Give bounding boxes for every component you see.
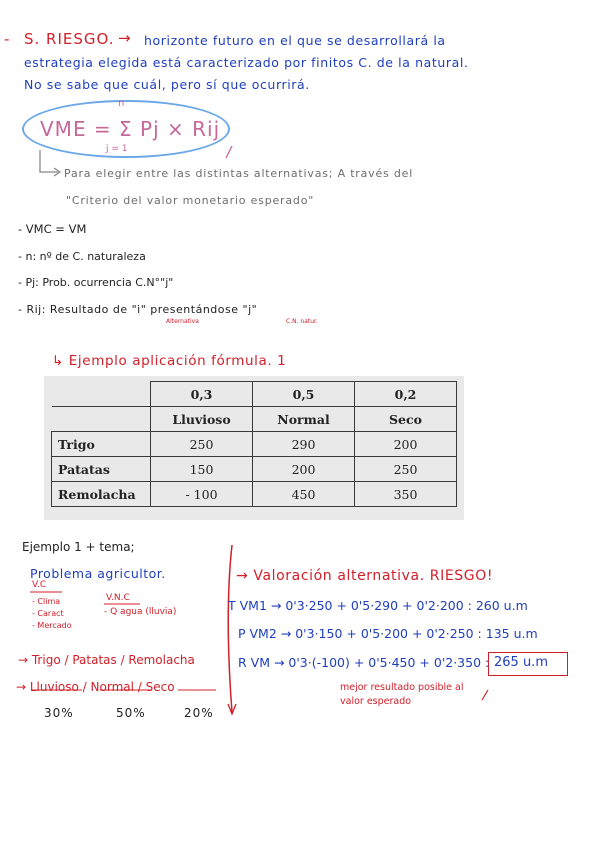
prob-cell: 0,3 [151, 382, 253, 407]
note-alternativa: Alternativa [166, 318, 199, 325]
vnc-item: - Q agua (lluvia) [104, 607, 177, 617]
valuation-title: → Valoración alternativa. RIESGO! [236, 568, 494, 584]
state-row [52, 407, 457, 432]
def-rij: - Rij: Resultado de "i" presentándose "j" [18, 303, 258, 316]
percent-lluvioso: 30% [44, 706, 74, 720]
prob-cell: 0,5 [253, 382, 355, 407]
value-cell: - 100 [151, 482, 253, 507]
value-cell: 150 [151, 457, 253, 482]
example2-subtitle: Problema agricultor. [30, 566, 166, 581]
note-cn: C.N. natur. [286, 318, 318, 325]
arrow-glyph: → [118, 29, 132, 47]
example-heading: ↳ Ejemplo aplicación fórmula. 1 [52, 353, 287, 369]
payoff-table [51, 381, 457, 507]
valuation-line-remolacha: R VM → 0'3·(-100) + 0'5·450 + 0'2·350 : [238, 655, 490, 670]
valuation-line-patatas: P VM2 → 0'3·150 + 0'5·200 + 0'2·250 : 135 u.m [238, 626, 538, 641]
result-note-2: valor esperado [340, 696, 412, 707]
row-label: Trigo [52, 432, 151, 457]
def-n: - n: nº de C. naturaleza [18, 250, 146, 263]
prob-cell: 0,2 [355, 382, 457, 407]
empty-corner-cell [52, 382, 151, 407]
value-cell: 200 [253, 457, 355, 482]
row-label: Remolacha [52, 482, 151, 507]
bullet-dash: - [4, 30, 11, 48]
term-riesgo: S. RIESGO. [24, 30, 115, 48]
example2-title: Ejemplo 1 + tema; [22, 540, 135, 554]
definition-line-1: horizonte futuro en el que se desarrollará la [144, 33, 446, 48]
formula-text: VME = Σ Pj × Rij [40, 117, 221, 141]
percent-normal: 50% [116, 706, 146, 720]
probability-row [52, 382, 457, 407]
definition-line-3: No se sabe que cuál, pero sí que ocurrirá. [24, 77, 310, 92]
crops-line: → Trigo / Patatas / Remolacha [18, 653, 195, 667]
vc-label: V.C [32, 580, 47, 590]
definition-line-2: estrategia elegida está caracterizado por finitos C. de la natural. [24, 55, 469, 70]
value-cell: 350 [355, 482, 457, 507]
def-pj: - Pj: Prob. ocurrencia C.N°"j" [18, 276, 174, 289]
state-cell: Normal [253, 407, 355, 432]
vc-item: - Caract [32, 609, 64, 618]
table-row [52, 457, 457, 482]
result-value: 265 u.m [494, 655, 548, 670]
percent-seco: 20% [184, 706, 214, 720]
result-note-1: mejor resultado posible al [340, 682, 464, 693]
note-line-1: Para elegir entre las distintas alternativas; A través del [64, 167, 414, 180]
vc-item: - Mercado [32, 621, 72, 630]
weather-line: → Lluvioso / Normal / Seco [16, 680, 175, 694]
valuation-line-trigo: T VM1 → 0'3·250 + 0'5·290 + 0'2·200 : 260 u.m [228, 598, 528, 613]
value-cell: 250 [355, 457, 457, 482]
row-label: Patatas [52, 457, 151, 482]
value-cell: 250 [151, 432, 253, 457]
vnc-label: V.N.C [106, 593, 130, 603]
sum-lower-limit: j = 1 [106, 144, 128, 154]
value-cell: 450 [253, 482, 355, 507]
def-vmc: - VMC = VM [18, 222, 87, 236]
sum-upper-limit: n [118, 98, 125, 109]
state-cell: Seco [355, 407, 457, 432]
note-line-2: "Criterio del valor monetario esperado" [66, 194, 315, 207]
value-cell: 200 [355, 432, 457, 457]
vc-item: - Clima [32, 597, 61, 606]
table-row [52, 482, 457, 507]
table-row [52, 432, 457, 457]
empty-corner-cell [52, 407, 151, 432]
state-cell: Lluvioso [151, 407, 253, 432]
value-cell: 290 [253, 432, 355, 457]
